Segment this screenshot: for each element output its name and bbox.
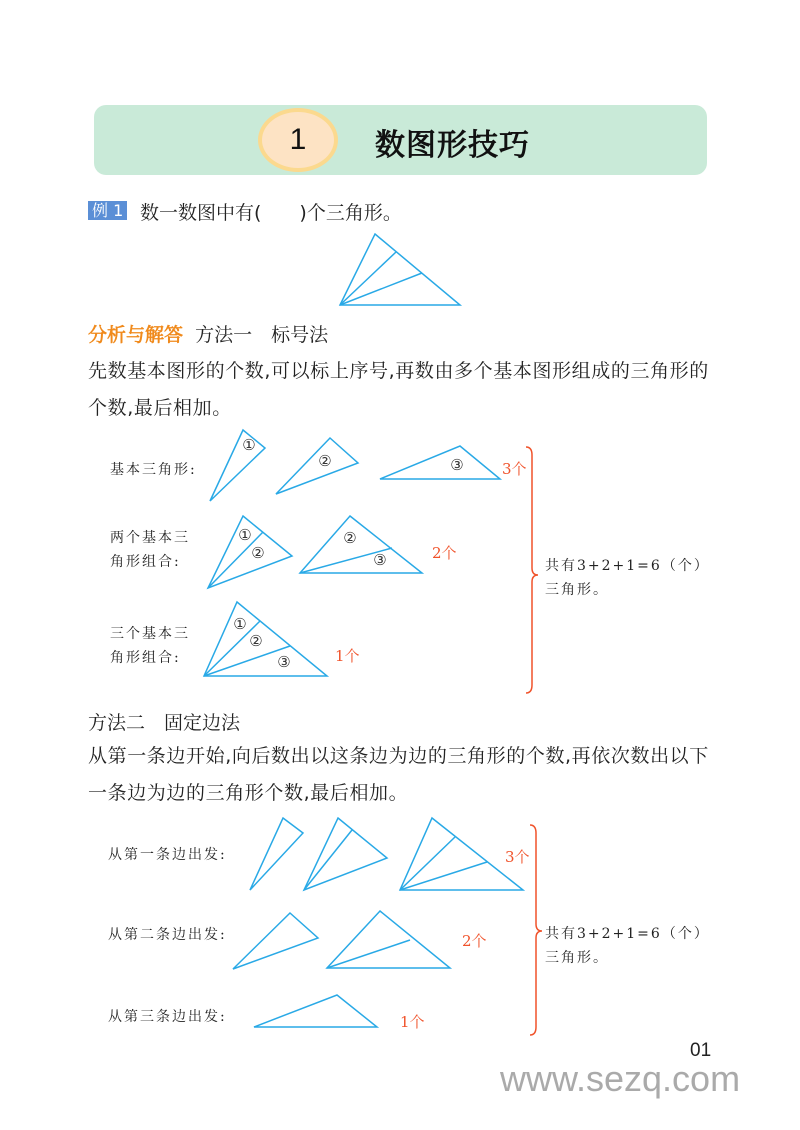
m2-row1-triangles bbox=[250, 818, 523, 890]
section-title: 数图形技巧 bbox=[375, 128, 530, 163]
number-marks bbox=[233, 436, 463, 671]
m1-row3-count: 1个 bbox=[335, 647, 360, 665]
m2-row3-count: 1个 bbox=[400, 1013, 425, 1031]
m1-row2-label: 两个基本三角形组合: bbox=[110, 530, 190, 570]
example-question: 数一数图中有( )个三角形。 bbox=[140, 202, 402, 224]
mark-1: ① bbox=[233, 615, 247, 633]
mark-2: ② bbox=[343, 529, 357, 547]
m2-row3-triangle bbox=[254, 995, 377, 1027]
analysis-label: 分析与解答 bbox=[88, 324, 184, 346]
mark-3: ③ bbox=[373, 551, 387, 569]
mark-1: ① bbox=[242, 436, 256, 454]
mark-2: ② bbox=[251, 544, 265, 562]
mark-3: ③ bbox=[450, 456, 464, 474]
m2-row2-count: 2个 bbox=[462, 932, 487, 950]
m2-brace bbox=[530, 825, 542, 1035]
m1-row2-count: 2个 bbox=[432, 544, 457, 562]
mark-2: ② bbox=[249, 632, 263, 650]
m1-summary: 共有3+2+1=6（个）三角形。 bbox=[545, 558, 703, 598]
m1-row1-count: 3个 bbox=[502, 460, 527, 478]
m2-row3-label: 从第三条边出发: bbox=[108, 1009, 227, 1025]
method2-title: 方法二 固定边法 bbox=[88, 712, 241, 734]
example-tag: 例 1 bbox=[88, 201, 127, 220]
mark-2: ② bbox=[318, 452, 332, 470]
watermark: www.sezq.com bbox=[500, 1058, 741, 1099]
m1-brace bbox=[526, 447, 538, 693]
method1-paragraph: 先数基本图形的个数,可以标上序号,再数由多个基本图形组成的三角形的个数,最后相加。 bbox=[88, 360, 709, 419]
m2-summary: 共有3+2+1=6（个）三角形。 bbox=[545, 926, 703, 966]
example-figure bbox=[340, 234, 460, 305]
mark-1: ① bbox=[238, 526, 252, 544]
method1-title: 方法一 标号法 bbox=[195, 324, 329, 346]
m2-row1-label: 从第一条边出发: bbox=[108, 847, 227, 863]
m1-row1-label: 基本三角形: bbox=[110, 462, 197, 478]
section-number-badge: 1 bbox=[262, 112, 334, 168]
page-number: 01 bbox=[690, 1040, 712, 1061]
method2-paragraph: 从第一条边开始,向后数出以这条边为边的三角形的个数,再依次数出以下一条边为边的三角形个数,最后相加。 bbox=[88, 745, 709, 804]
m1-row3-triangles bbox=[204, 602, 327, 676]
m2-row2-triangles bbox=[233, 911, 450, 969]
mark-3: ③ bbox=[277, 653, 291, 671]
m2-row2-label: 从第二条边出发: bbox=[108, 927, 227, 943]
m2-row1-count: 3个 bbox=[505, 848, 530, 866]
m1-row3-label: 三个基本三角形组合: bbox=[110, 626, 190, 666]
